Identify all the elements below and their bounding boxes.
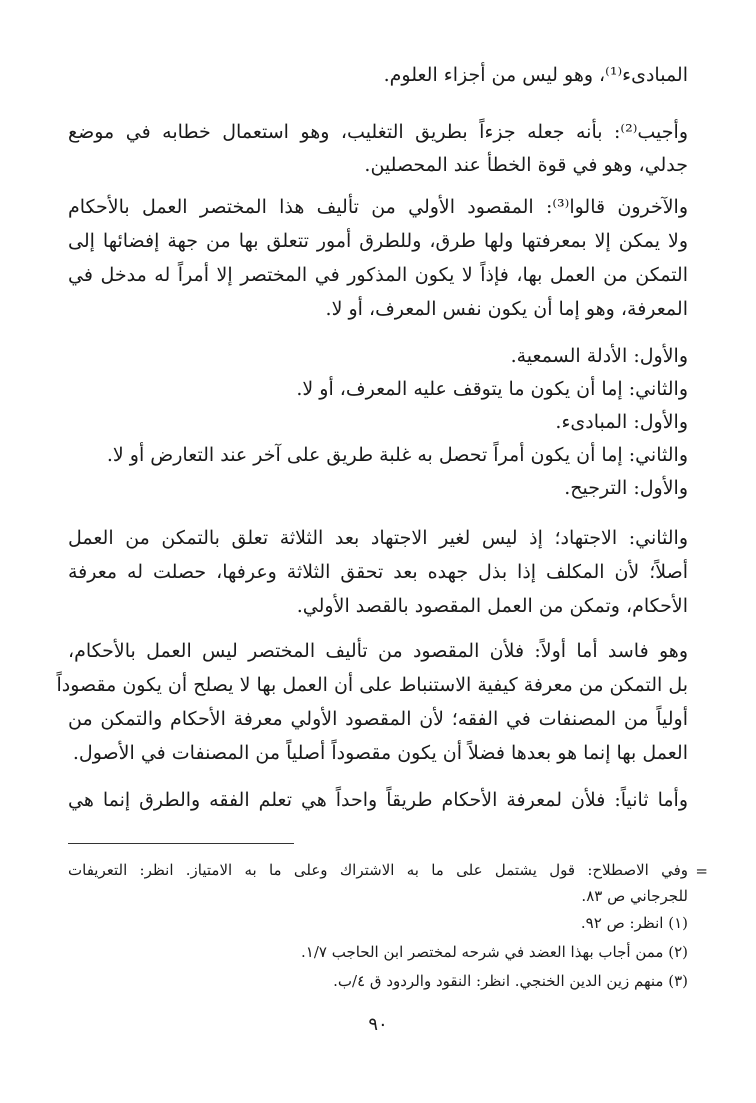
body-line: وهو فاسد أما أولاً: فلأن المقصود من تأليف المختصر ليس العمل بالأحكام، bbox=[68, 640, 688, 662]
footnote-1: (١) انظر: ص ٩٢. bbox=[580, 914, 688, 932]
body-line: والثاني: إما أن يكون أمراً تحصل به غلبة طريق على آخر عند التعارض أو لا. bbox=[106, 444, 688, 466]
body-line: بل التمكن من معرفة كيفية الاستنباط على أن العمل بها لا يصلح أن يكون مقصوداً bbox=[56, 674, 688, 696]
body-line: العمل بها إنما هو بعدها فضلاً أن يكون مقصوداً أصلياً من المصنفات في الأصول. bbox=[72, 742, 688, 764]
body-line: الأحكام، وتمكن من العمل المقصود بالقصد الأولي. bbox=[296, 595, 688, 617]
body-line: أصلاً؛ لأن المكلف إذا بذل جهده بعد تحقق الثلاثة وعرفها، حصلت له معرفة bbox=[68, 561, 688, 583]
footnote-2: (٢) ممن أجاب بهذا العضد في شرحه لمختصر ابن الحاجب ١/٧. bbox=[301, 943, 688, 961]
footnote-3: (٣) منهم زين الدين الخنجي. انظر: النقود والردود ق ٤/ب. bbox=[333, 972, 688, 990]
footnote-continuation-mark: = bbox=[695, 862, 708, 880]
body-line: التمكن من العمل بها، فإذاً لا يكون المذكور في المختصر إلا أمراً له مدخل في bbox=[68, 264, 688, 286]
body-line: والأول: الترجيح. bbox=[564, 477, 688, 499]
page-number: ٩٠ bbox=[368, 1014, 388, 1035]
body-line: والثاني: الاجتهاد؛ إذ ليس لغير الاجتهاد بعد الثلاثة تعلق بالتمكن من العمل bbox=[68, 527, 688, 549]
body-line: أولياً من المصنفات في الفقه؛ لأن المقصود الأولي معرفة الأحكام والتمكن من bbox=[68, 708, 688, 730]
body-line: المعرفة، وهو إما أن يكون نفس المعرف، أو لا. bbox=[325, 298, 688, 320]
body-line: والآخرون قالوا⁽³⁾: المقصود الأولي من تأليف هذا المختصر العمل بالأحكام bbox=[68, 196, 689, 218]
body-line: والأول: الأدلة السمعية. bbox=[510, 345, 688, 367]
body-line: جدلي، وهو في قوة الخطأ عند المحصلين. bbox=[364, 154, 688, 176]
footnote-line: وفي الاصطلاح: قول يشتمل على ما به الاشتراك وعلى ما به الامتياز. انظر: التعريفات bbox=[68, 861, 688, 879]
footnote-separator bbox=[68, 843, 294, 844]
body-line: والأول: المبادىء. bbox=[555, 411, 688, 433]
body-line: والثاني: إما أن يكون ما يتوقف عليه المعرف، أو لا. bbox=[296, 378, 688, 400]
body-line: ولا يمكن إلا بمعرفتها ولها طرق، وللطرق أمور تتعلق بها من جهة إفضائها إلى bbox=[68, 230, 688, 252]
body-line: وأما ثانياً: فلأن لمعرفة الأحكام طريقاً واحداً هي تعلم الفقه والطرق إنما هي bbox=[68, 789, 688, 811]
footnote-line: للجرجاني ص ٨٣. bbox=[581, 887, 688, 905]
body-line: وأجيب⁽²⁾: بأنه جعله جزءاً بطريق التغليب، وهو استعمال خطابه في موضع bbox=[68, 121, 688, 143]
body-line: المبادىء⁽¹⁾، وهو ليس من أجزاء العلوم. bbox=[383, 64, 688, 86]
